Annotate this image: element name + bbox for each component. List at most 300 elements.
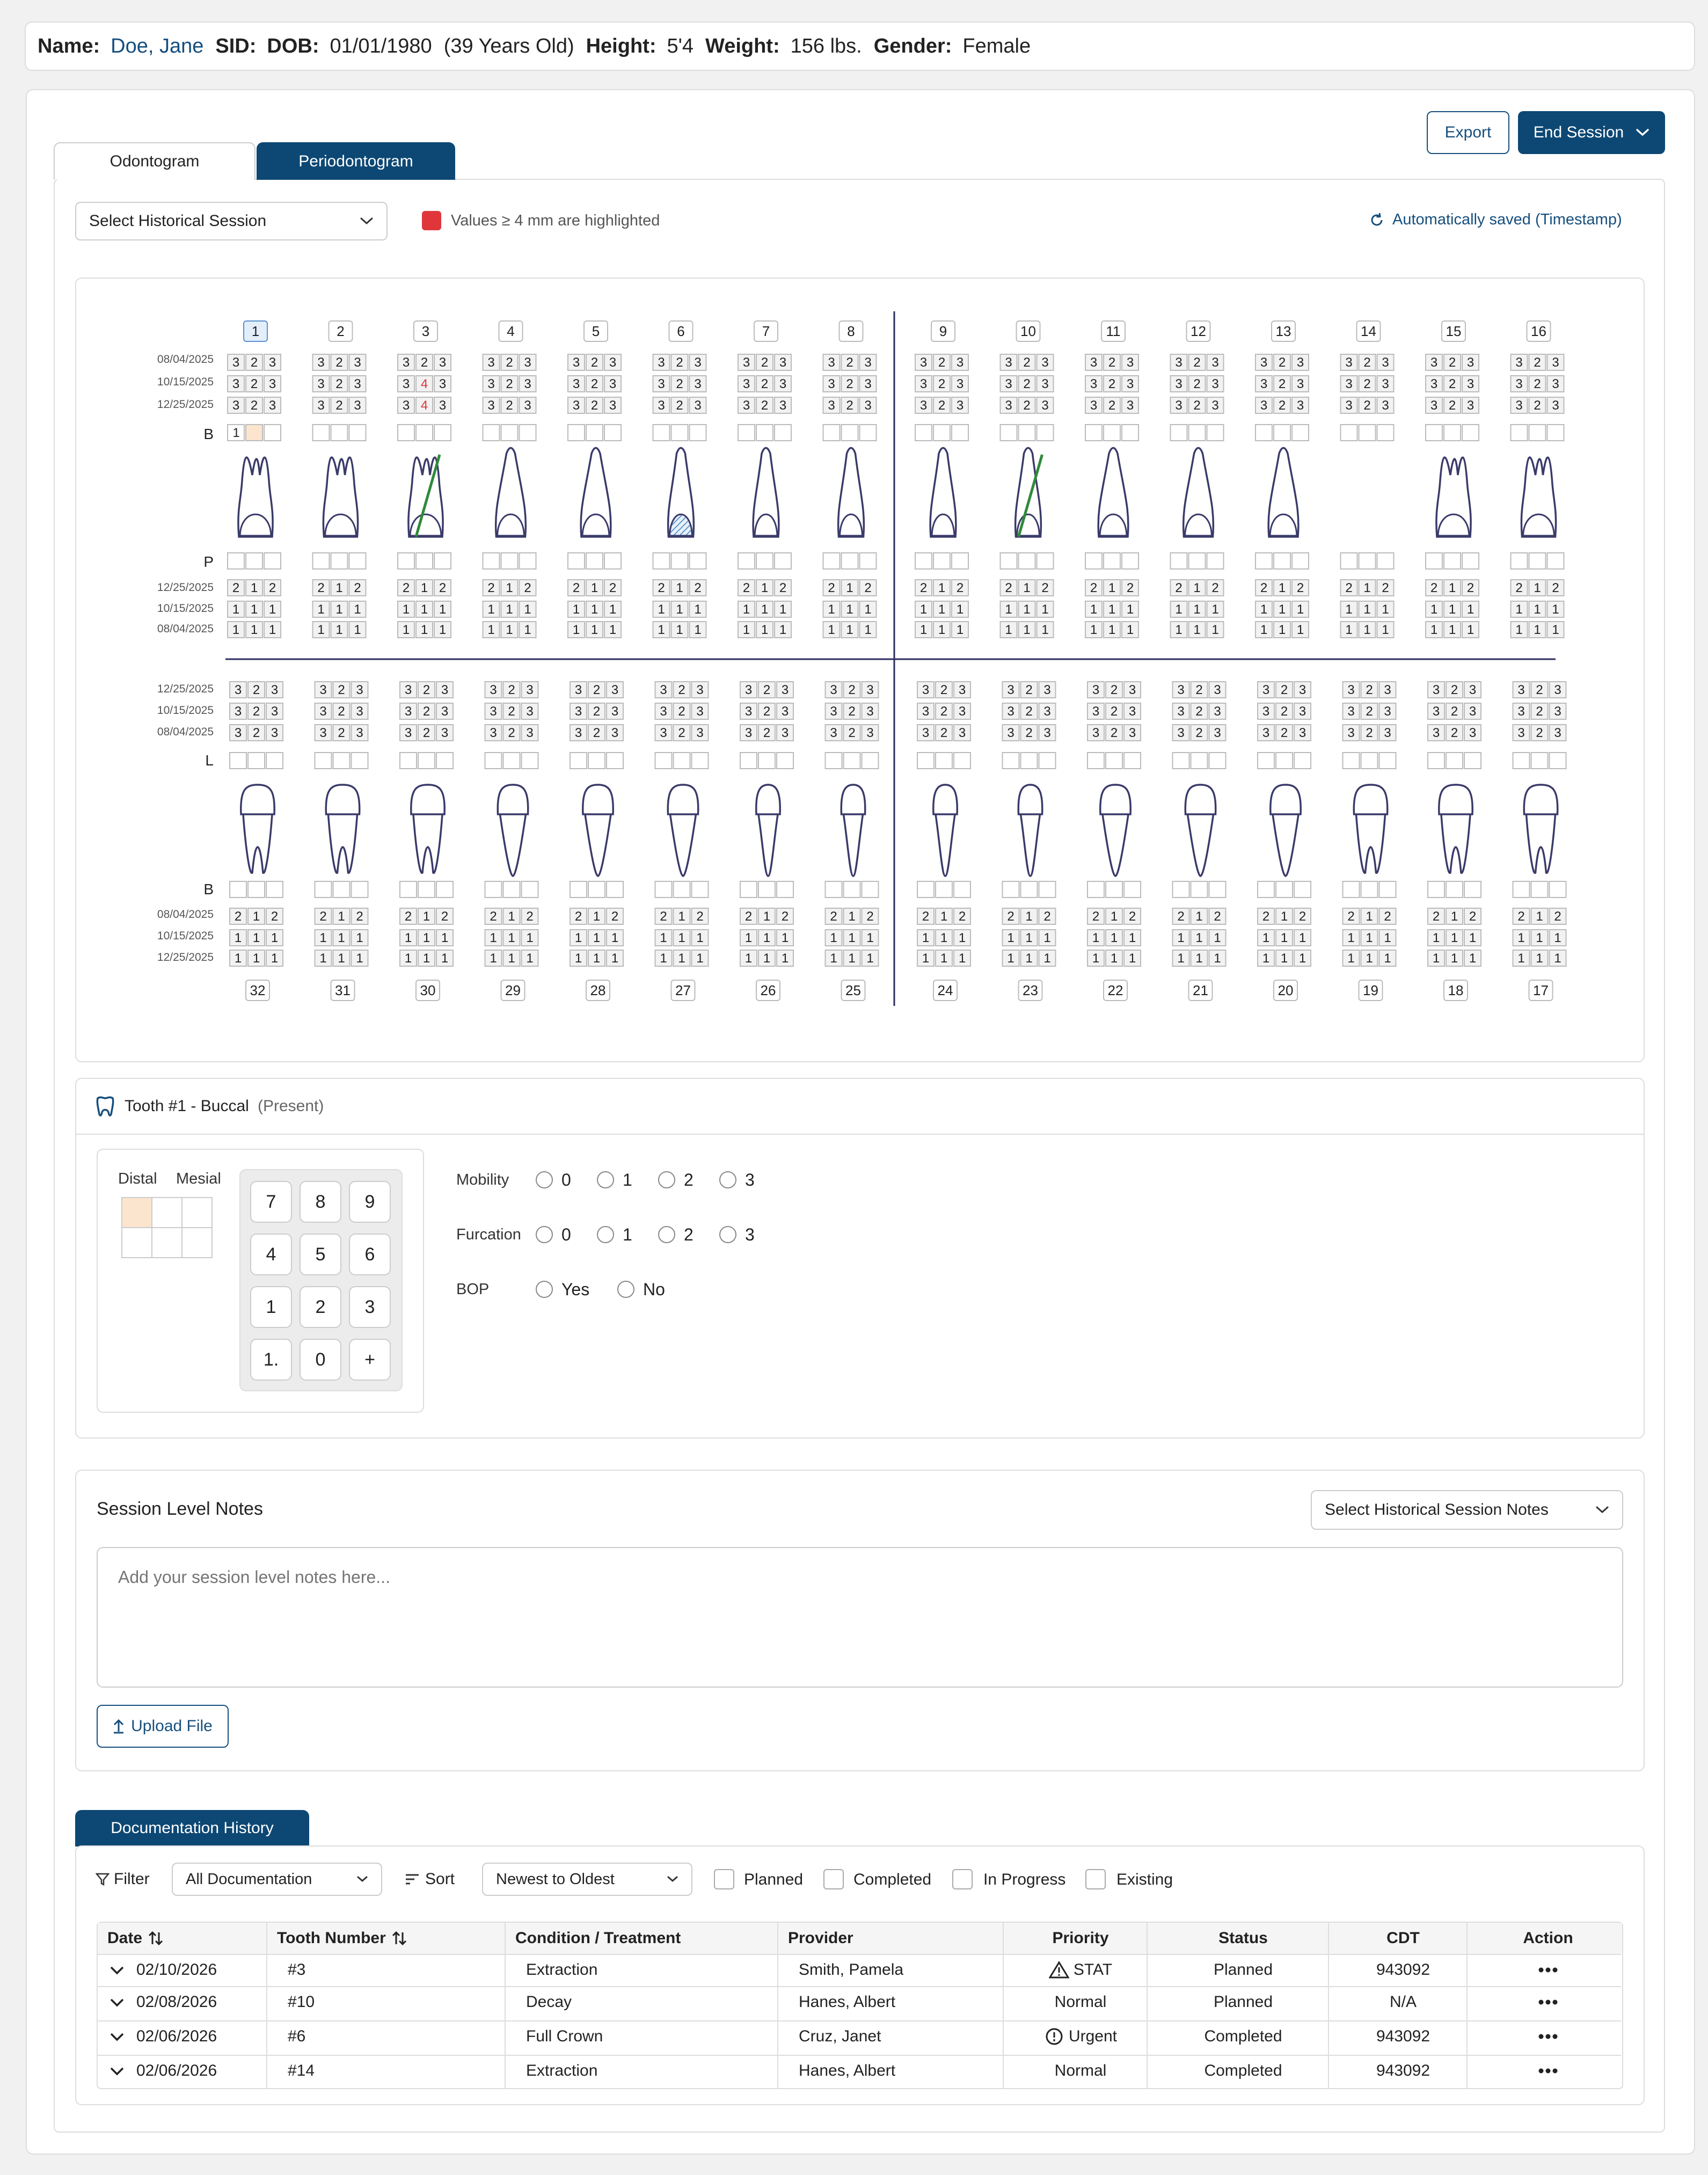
upper-palatal-input[interactable] — [313, 553, 330, 569]
upper-buccal-input[interactable] — [756, 425, 773, 441]
column-header-label: Condition / Treatment — [515, 1929, 681, 1947]
lower-buccal-measure-value: 1 — [940, 931, 948, 945]
lower-buccal-measure-value: 1 — [234, 951, 242, 966]
upper-buccal-input[interactable] — [860, 425, 877, 441]
bop-no-radio[interactable] — [617, 1281, 634, 1298]
upper-palatal-input[interactable] — [228, 553, 244, 569]
more-actions-icon[interactable] — [1538, 1967, 1558, 1973]
tooth-16-illustration[interactable] — [1521, 457, 1556, 537]
upper-buccal-input[interactable] — [1104, 425, 1120, 441]
upper-palatal-input[interactable] — [1529, 553, 1546, 569]
upper-buccal-input[interactable] — [1274, 425, 1290, 441]
lower-lingual-input[interactable] — [333, 753, 350, 769]
sort-select[interactable] — [482, 1863, 692, 1896]
lower-lingual-measure-value: 3 — [1262, 726, 1270, 740]
mobility-0-radio[interactable] — [536, 1171, 553, 1188]
upper-palatal-input[interactable] — [775, 553, 791, 569]
lower-lingual-input[interactable] — [503, 753, 520, 769]
upper-buccal-input[interactable] — [842, 425, 858, 441]
upper-buccal-input[interactable] — [1292, 425, 1309, 441]
lower-buccal-input[interactable] — [954, 881, 970, 897]
lower-lingual-input[interactable] — [1258, 753, 1274, 769]
lower-lingual-input[interactable] — [1513, 753, 1530, 769]
lower-lingual-input[interactable] — [1039, 753, 1056, 769]
upper-palatal-input[interactable] — [1104, 553, 1120, 569]
lower-buccal-input[interactable] — [485, 881, 502, 897]
warning-triangle-icon — [1049, 1961, 1069, 1979]
lower-buccal-input[interactable] — [1124, 881, 1141, 897]
lower-lingual-input[interactable] — [740, 753, 757, 769]
patient-name[interactable]: Doe, Jane — [111, 34, 204, 57]
column-header-tooth-number[interactable] — [277, 1923, 508, 1954]
upper-buccal-input[interactable] — [933, 425, 950, 441]
tooth-1-illustration[interactable] — [238, 457, 273, 537]
upper-buccal-input[interactable] — [520, 425, 536, 441]
upper-palatal-input[interactable] — [1511, 553, 1528, 569]
upper-buccal-input[interactable] — [1122, 425, 1138, 441]
upload-file-button[interactable] — [97, 1705, 229, 1748]
lower-buccal-input[interactable] — [917, 881, 934, 897]
lower-lingual-input[interactable] — [862, 753, 879, 769]
upper-buccal-measure-value: 3 — [524, 377, 531, 391]
furcation-1-radio[interactable] — [597, 1226, 614, 1243]
lower-buccal-measure-value: 1 — [660, 951, 667, 966]
upper-buccal-input[interactable] — [604, 425, 621, 441]
lower-lingual-input[interactable] — [266, 753, 283, 769]
key-1-dot[interactable]: 1. — [250, 1339, 292, 1381]
key-6[interactable]: 6 — [349, 1234, 391, 1275]
lower-lingual-input[interactable] — [522, 753, 538, 769]
lower-lingual-input[interactable] — [777, 753, 793, 769]
site-cell[interactable] — [151, 1197, 183, 1228]
lower-lingual-input[interactable] — [400, 753, 417, 769]
upper-buccal-input[interactable] — [738, 425, 755, 441]
tooth-2-illustration[interactable] — [323, 457, 357, 537]
upper-palatal-input[interactable] — [842, 553, 858, 569]
upper-palatal-input[interactable] — [860, 553, 877, 569]
tooth-crown — [933, 785, 958, 814]
upper-buccal-measure-value: 3 — [1041, 398, 1049, 413]
site-cell[interactable] — [181, 1227, 213, 1258]
upper-buccal-input[interactable] — [501, 425, 518, 441]
upper-buccal-input[interactable] — [1548, 425, 1564, 441]
key-3[interactable]: 3 — [349, 1286, 391, 1328]
upper-palatal-input[interactable] — [671, 553, 688, 569]
upper-buccal-input[interactable] — [1256, 425, 1272, 441]
upper-buccal-input[interactable] — [483, 425, 500, 441]
lower-lingual-input[interactable] — [1209, 753, 1226, 769]
bop-label: BOP — [456, 1281, 490, 1298]
mobility-3-radio[interactable] — [719, 1171, 736, 1188]
lower-buccal-measure-value: 1 — [1195, 951, 1203, 966]
upper-buccal-input[interactable] — [1341, 425, 1357, 441]
lower-buccal-input[interactable] — [692, 881, 709, 897]
key-2[interactable]: 2 — [300, 1286, 341, 1328]
lower-lingual-input[interactable] — [1464, 753, 1481, 769]
lower-buccal-input[interactable] — [1087, 881, 1104, 897]
sort-arrows-icon[interactable] — [148, 1930, 164, 1946]
upper-palatal-input[interactable] — [398, 553, 414, 569]
upper-palatal-input[interactable] — [933, 553, 950, 569]
upper-palatal-input[interactable] — [1122, 553, 1138, 569]
lower-buccal-measure-value: 1 — [508, 909, 515, 924]
in-progress-checkbox[interactable] — [952, 1869, 973, 1889]
upper-buccal-input[interactable] — [416, 425, 433, 441]
upper-buccal-input[interactable] — [1085, 425, 1102, 441]
upper-buccal-input[interactable] — [671, 425, 688, 441]
lower-buccal-measure-value: 1 — [1298, 951, 1306, 966]
lower-buccal-input[interactable] — [503, 881, 520, 897]
lower-buccal-input[interactable] — [1106, 881, 1122, 897]
lower-lingual-measure-value: 3 — [1214, 704, 1221, 719]
more-actions-icon[interactable] — [1538, 2034, 1558, 2039]
lower-lingual-input[interactable] — [570, 753, 587, 769]
lower-lingual-input[interactable] — [485, 753, 502, 769]
site-cell[interactable] — [151, 1227, 183, 1258]
lower-buccal-input[interactable] — [333, 881, 350, 897]
upper-palatal-input[interactable] — [1426, 553, 1442, 569]
upper-palatal-input[interactable] — [1292, 553, 1309, 569]
lower-lingual-input[interactable] — [758, 753, 775, 769]
end-session-button[interactable] — [1518, 111, 1665, 154]
export-button[interactable]: Export — [1427, 111, 1509, 154]
site-cell-selected[interactable] — [121, 1197, 152, 1228]
date-label: 10/15/2025 — [157, 376, 214, 388]
key-8[interactable]: 8 — [300, 1181, 341, 1223]
upper-buccal-input[interactable] — [775, 425, 791, 441]
lower-lingual-input[interactable] — [1531, 753, 1548, 769]
tab-documentation-history[interactable]: Documentation History — [75, 1810, 309, 1846]
lower-lingual-input[interactable] — [1124, 753, 1141, 769]
site-cell[interactable] — [121, 1227, 152, 1258]
upper-buccal-input[interactable] — [264, 425, 281, 441]
lower-lingual-input[interactable] — [826, 753, 842, 769]
upper-palatal-measure-value: 2 — [487, 581, 495, 595]
tab-periodontogram[interactable]: Periodontogram — [257, 142, 455, 180]
upper-palatal-input[interactable] — [1548, 553, 1564, 569]
lower-buccal-input[interactable] — [436, 881, 453, 897]
upper-buccal-input[interactable] — [313, 425, 330, 441]
tooth-3-illustration[interactable] — [408, 455, 443, 537]
lower-lingual-input[interactable] — [936, 753, 952, 769]
lower-buccal-input[interactable] — [862, 881, 879, 897]
upper-palatal-measure-value: 1 — [1108, 602, 1116, 617]
upper-buccal-input[interactable] — [915, 425, 932, 441]
furcation-0-radio[interactable] — [536, 1226, 553, 1243]
lower-lingual-input[interactable] — [692, 753, 709, 769]
upper-buccal-input[interactable] — [952, 425, 968, 441]
upper-palatal-measure-value: 1 — [846, 602, 853, 617]
tooth-15-illustration[interactable] — [1436, 457, 1471, 537]
upper-buccal-input[interactable] — [1426, 425, 1442, 441]
notes-textarea[interactable] — [97, 1547, 1623, 1688]
upper-buccal-measure-value: 3 — [1090, 398, 1098, 413]
tab-odontogram[interactable]: Odontogram — [54, 142, 256, 180]
existing-checkbox[interactable] — [1085, 1869, 1106, 1889]
lower-buccal-input[interactable] — [1379, 881, 1396, 897]
lower-buccal-measure-value: 2 — [866, 909, 874, 924]
upper-palatal-input[interactable] — [1085, 553, 1102, 569]
site-cell[interactable] — [181, 1197, 213, 1228]
upper-palatal-measure-value: 1 — [658, 602, 665, 617]
lower-buccal-input[interactable] — [1343, 881, 1360, 897]
upper-palatal-input[interactable] — [952, 553, 968, 569]
upper-palatal-input[interactable] — [1189, 553, 1206, 569]
upper-buccal-input[interactable] — [1444, 425, 1461, 441]
planned-checkbox[interactable] — [714, 1869, 734, 1889]
lower-buccal-input[interactable] — [1258, 881, 1274, 897]
mobility-2-radio[interactable] — [658, 1171, 675, 1188]
upper-palatal-input[interactable] — [264, 553, 281, 569]
upper-palatal-input[interactable] — [1019, 553, 1035, 569]
historical-session-select[interactable] — [75, 202, 388, 240]
key-plus[interactable]: + — [349, 1339, 391, 1381]
upper-palatal-input[interactable] — [1207, 553, 1224, 569]
upper-buccal-input[interactable] — [349, 425, 366, 441]
upper-palatal-measure-value: 1 — [694, 602, 702, 617]
lower-buccal-input[interactable] — [266, 881, 283, 897]
lower-buccal-measure-value: 1 — [1450, 931, 1458, 945]
upper-buccal-input[interactable] — [1207, 425, 1224, 441]
lower-lingual-measure-value: 3 — [958, 704, 966, 719]
lower-lingual-input[interactable] — [844, 753, 860, 769]
upper-buccal-measure-value: 3 — [1005, 398, 1012, 413]
lower-buccal-input[interactable] — [248, 881, 265, 897]
upper-palatal-measure-value: 1 — [487, 623, 495, 637]
lower-lingual-input[interactable] — [1446, 753, 1463, 769]
lower-buccal-input[interactable] — [1550, 881, 1566, 897]
lower-buccal-input[interactable] — [230, 881, 246, 897]
key-0[interactable]: 0 — [300, 1339, 341, 1381]
lower-lingual-input[interactable] — [588, 753, 605, 769]
upper-palatal-input[interactable] — [690, 553, 706, 569]
more-actions-icon[interactable] — [1538, 2068, 1558, 2074]
upper-palatal-input[interactable] — [1171, 553, 1187, 569]
lower-buccal-input[interactable] — [400, 881, 417, 897]
lower-buccal-measure-value: 1 — [940, 909, 948, 924]
upper-buccal-input[interactable] — [1529, 425, 1546, 441]
lower-lingual-input[interactable] — [1379, 753, 1396, 769]
lower-lingual-input[interactable] — [1428, 753, 1444, 769]
lower-buccal-measure-value: 1 — [1110, 909, 1118, 924]
lower-buccal-input[interactable] — [844, 881, 860, 897]
cell-text: #10 — [288, 1993, 315, 2011]
lower-buccal-measure-value: 1 — [1007, 951, 1014, 966]
lower-lingual-measure-value: 3 — [660, 683, 667, 697]
upper-palatal-input[interactable] — [1274, 553, 1290, 569]
expand-chevron-icon[interactable] — [110, 1998, 125, 2008]
lower-lingual-input[interactable] — [1294, 753, 1311, 769]
upper-palatal-input[interactable] — [349, 553, 366, 569]
lower-lingual-input[interactable] — [352, 753, 368, 769]
lower-buccal-input[interactable] — [315, 881, 332, 897]
upper-palatal-input[interactable] — [915, 553, 932, 569]
lower-lingual-measure-value: 3 — [1432, 683, 1440, 697]
expand-chevron-icon[interactable] — [110, 2032, 125, 2042]
lower-lingual-measure-value: 2 — [678, 683, 685, 697]
lower-buccal-input[interactable] — [1428, 881, 1444, 897]
cell-tooth-number — [288, 1986, 315, 2018]
lower-buccal-input[interactable] — [674, 881, 690, 897]
upper-buccal-input[interactable] — [331, 425, 348, 441]
lower-buccal-input[interactable] — [1531, 881, 1548, 897]
upper-buccal-input[interactable] — [1001, 425, 1017, 441]
column-header-date[interactable] — [107, 1923, 268, 1954]
upper-palatal-input[interactable] — [653, 553, 670, 569]
upper-palatal-input[interactable] — [1341, 553, 1357, 569]
historical-notes-select[interactable] — [1311, 1490, 1623, 1530]
upper-buccal-input[interactable] — [1359, 425, 1376, 441]
lower-buccal-input[interactable] — [1464, 881, 1481, 897]
upper-palatal-input[interactable] — [738, 553, 755, 569]
lower-buccal-input[interactable] — [1003, 881, 1019, 897]
upper-palatal-input[interactable] — [483, 553, 500, 569]
lower-lingual-input[interactable] — [655, 753, 672, 769]
upper-palatal-input[interactable] — [1444, 553, 1461, 569]
mesial-label: Mesial — [176, 1170, 221, 1187]
upper-buccal-input[interactable] — [1037, 425, 1054, 441]
upper-palatal-input[interactable] — [568, 553, 585, 569]
lower-buccal-input[interactable] — [936, 881, 952, 897]
more-actions-icon[interactable] — [1538, 1999, 1558, 2005]
height-label: Height: — [586, 34, 656, 57]
key-4[interactable]: 4 — [250, 1234, 292, 1275]
lower-lingual-input[interactable] — [1021, 753, 1038, 769]
lower-buccal-input[interactable] — [352, 881, 368, 897]
upper-buccal-input[interactable] — [1462, 425, 1479, 441]
key-1[interactable]: 1 — [250, 1286, 292, 1328]
lower-buccal-input[interactable] — [588, 881, 605, 897]
upper-palatal-input[interactable] — [1037, 553, 1054, 569]
lower-buccal-input[interactable] — [1294, 881, 1311, 897]
lower-buccal-input[interactable] — [1173, 881, 1189, 897]
upper-palatal-input[interactable] — [586, 553, 603, 569]
upper-palatal-input[interactable] — [756, 553, 773, 569]
upper-buccal-input[interactable] — [653, 425, 670, 441]
upper-buccal-input[interactable] — [1171, 425, 1187, 441]
lower-buccal-input[interactable] — [1513, 881, 1530, 897]
lower-lingual-measure-value: 3 — [696, 704, 704, 719]
lower-lingual-input[interactable] — [418, 753, 435, 769]
key-5[interactable]: 5 — [300, 1234, 341, 1275]
lower-lingual-input[interactable] — [248, 753, 265, 769]
lower-lingual-input[interactable] — [1276, 753, 1293, 769]
upper-palatal-measure-value: 2 — [1430, 581, 1438, 595]
lower-lingual-input[interactable] — [1361, 753, 1378, 769]
furcation-2-radio[interactable] — [658, 1226, 675, 1243]
lower-buccal-input[interactable] — [740, 881, 757, 897]
lower-buccal-input[interactable] — [826, 881, 842, 897]
lower-buccal-measure-value: 1 — [1043, 951, 1051, 966]
lower-lingual-input[interactable] — [1003, 753, 1019, 769]
lower-buccal-input[interactable] — [1039, 881, 1056, 897]
lower-buccal-input[interactable] — [418, 881, 435, 897]
bop-yes-label: Yes — [561, 1280, 590, 1299]
upper-buccal-input[interactable] — [823, 425, 840, 441]
lower-lingual-input[interactable] — [315, 753, 332, 769]
lower-buccal-input[interactable] — [570, 881, 587, 897]
lower-buccal-input[interactable] — [607, 881, 623, 897]
upper-palatal-input[interactable] — [520, 553, 536, 569]
lower-buccal-input[interactable] — [777, 881, 793, 897]
expand-chevron-icon[interactable] — [110, 2067, 125, 2076]
lower-lingual-input[interactable] — [1343, 753, 1360, 769]
upper-buccal-input[interactable] — [568, 425, 585, 441]
date-label: 12/25/2025 — [157, 581, 214, 594]
upper-palatal-input[interactable] — [604, 553, 621, 569]
upper-buccal-input-selected[interactable] — [246, 425, 262, 441]
upper-palatal-input[interactable] — [1256, 553, 1272, 569]
lower-buccal-input[interactable] — [1191, 881, 1208, 897]
upper-buccal-input[interactable] — [1189, 425, 1206, 441]
lower-lingual-input[interactable] — [230, 753, 246, 769]
upper-buccal-input[interactable] — [586, 425, 603, 441]
upper-palatal-input[interactable] — [416, 553, 433, 569]
lower-buccal-measure-value: 2 — [1007, 909, 1014, 924]
upper-palatal-input[interactable] — [1377, 553, 1394, 569]
lower-lingual-input[interactable] — [1106, 753, 1122, 769]
furcation-3-radio[interactable] — [719, 1226, 736, 1243]
upper-palatal-input[interactable] — [823, 553, 840, 569]
lower-lingual-input[interactable] — [1087, 753, 1104, 769]
upper-palatal-measure-value: 1 — [919, 602, 928, 617]
completed-checkbox[interactable] — [823, 1869, 844, 1889]
filter-select[interactable] — [172, 1863, 382, 1896]
lower-buccal-input[interactable] — [655, 881, 672, 897]
lower-lingual-input[interactable] — [1191, 753, 1208, 769]
upper-palatal-input[interactable] — [501, 553, 518, 569]
lower-buccal-input[interactable] — [1276, 881, 1293, 897]
lower-buccal-input[interactable] — [1209, 881, 1226, 897]
key-9[interactable]: 9 — [349, 1181, 391, 1223]
tooth-number-32: 32 — [250, 982, 266, 998]
lower-buccal-input[interactable] — [522, 881, 538, 897]
lower-lingual-measure-value: 3 — [1262, 704, 1270, 719]
upper-buccal-input[interactable] — [1377, 425, 1394, 441]
upper-buccal-input[interactable] — [1019, 425, 1035, 441]
lower-lingual-input[interactable] — [674, 753, 690, 769]
lower-lingual-input[interactable] — [917, 753, 934, 769]
lower-lingual-input[interactable] — [1173, 753, 1189, 769]
lower-lingual-input[interactable] — [954, 753, 970, 769]
upper-palatal-input[interactable] — [1001, 553, 1017, 569]
bop-yes-radio[interactable] — [536, 1281, 553, 1298]
key-7[interactable]: 7 — [250, 1181, 292, 1223]
mobility-1-radio[interactable] — [597, 1171, 614, 1188]
lower-buccal-input[interactable] — [1446, 881, 1463, 897]
lower-buccal-input[interactable] — [1021, 881, 1038, 897]
upper-palatal-input[interactable] — [1462, 553, 1479, 569]
lower-buccal-input[interactable] — [1361, 881, 1378, 897]
upper-buccal-input[interactable] — [690, 425, 706, 441]
upper-buccal-input[interactable] — [398, 425, 414, 441]
upper-palatal-measure-value: 2 — [572, 581, 580, 595]
upper-buccal-input[interactable] — [1511, 425, 1528, 441]
upper-buccal-measure-value: 2 — [1448, 398, 1456, 413]
upper-buccal-input[interactable] — [434, 425, 451, 441]
upper-palatal-input[interactable] — [1359, 553, 1376, 569]
upper-palatal-input[interactable] — [331, 553, 348, 569]
upper-palatal-input[interactable] — [434, 553, 451, 569]
expand-chevron-icon[interactable] — [110, 1966, 125, 1975]
lower-lingual-input[interactable] — [436, 753, 453, 769]
lower-lingual-input[interactable] — [607, 753, 623, 769]
lower-buccal-measure-value: 1 — [1554, 931, 1561, 945]
lower-buccal-input[interactable] — [758, 881, 775, 897]
upper-palatal-input[interactable] — [246, 553, 262, 569]
sort-arrows-icon[interactable] — [391, 1930, 407, 1946]
lower-lingual-input[interactable] — [1550, 753, 1566, 769]
